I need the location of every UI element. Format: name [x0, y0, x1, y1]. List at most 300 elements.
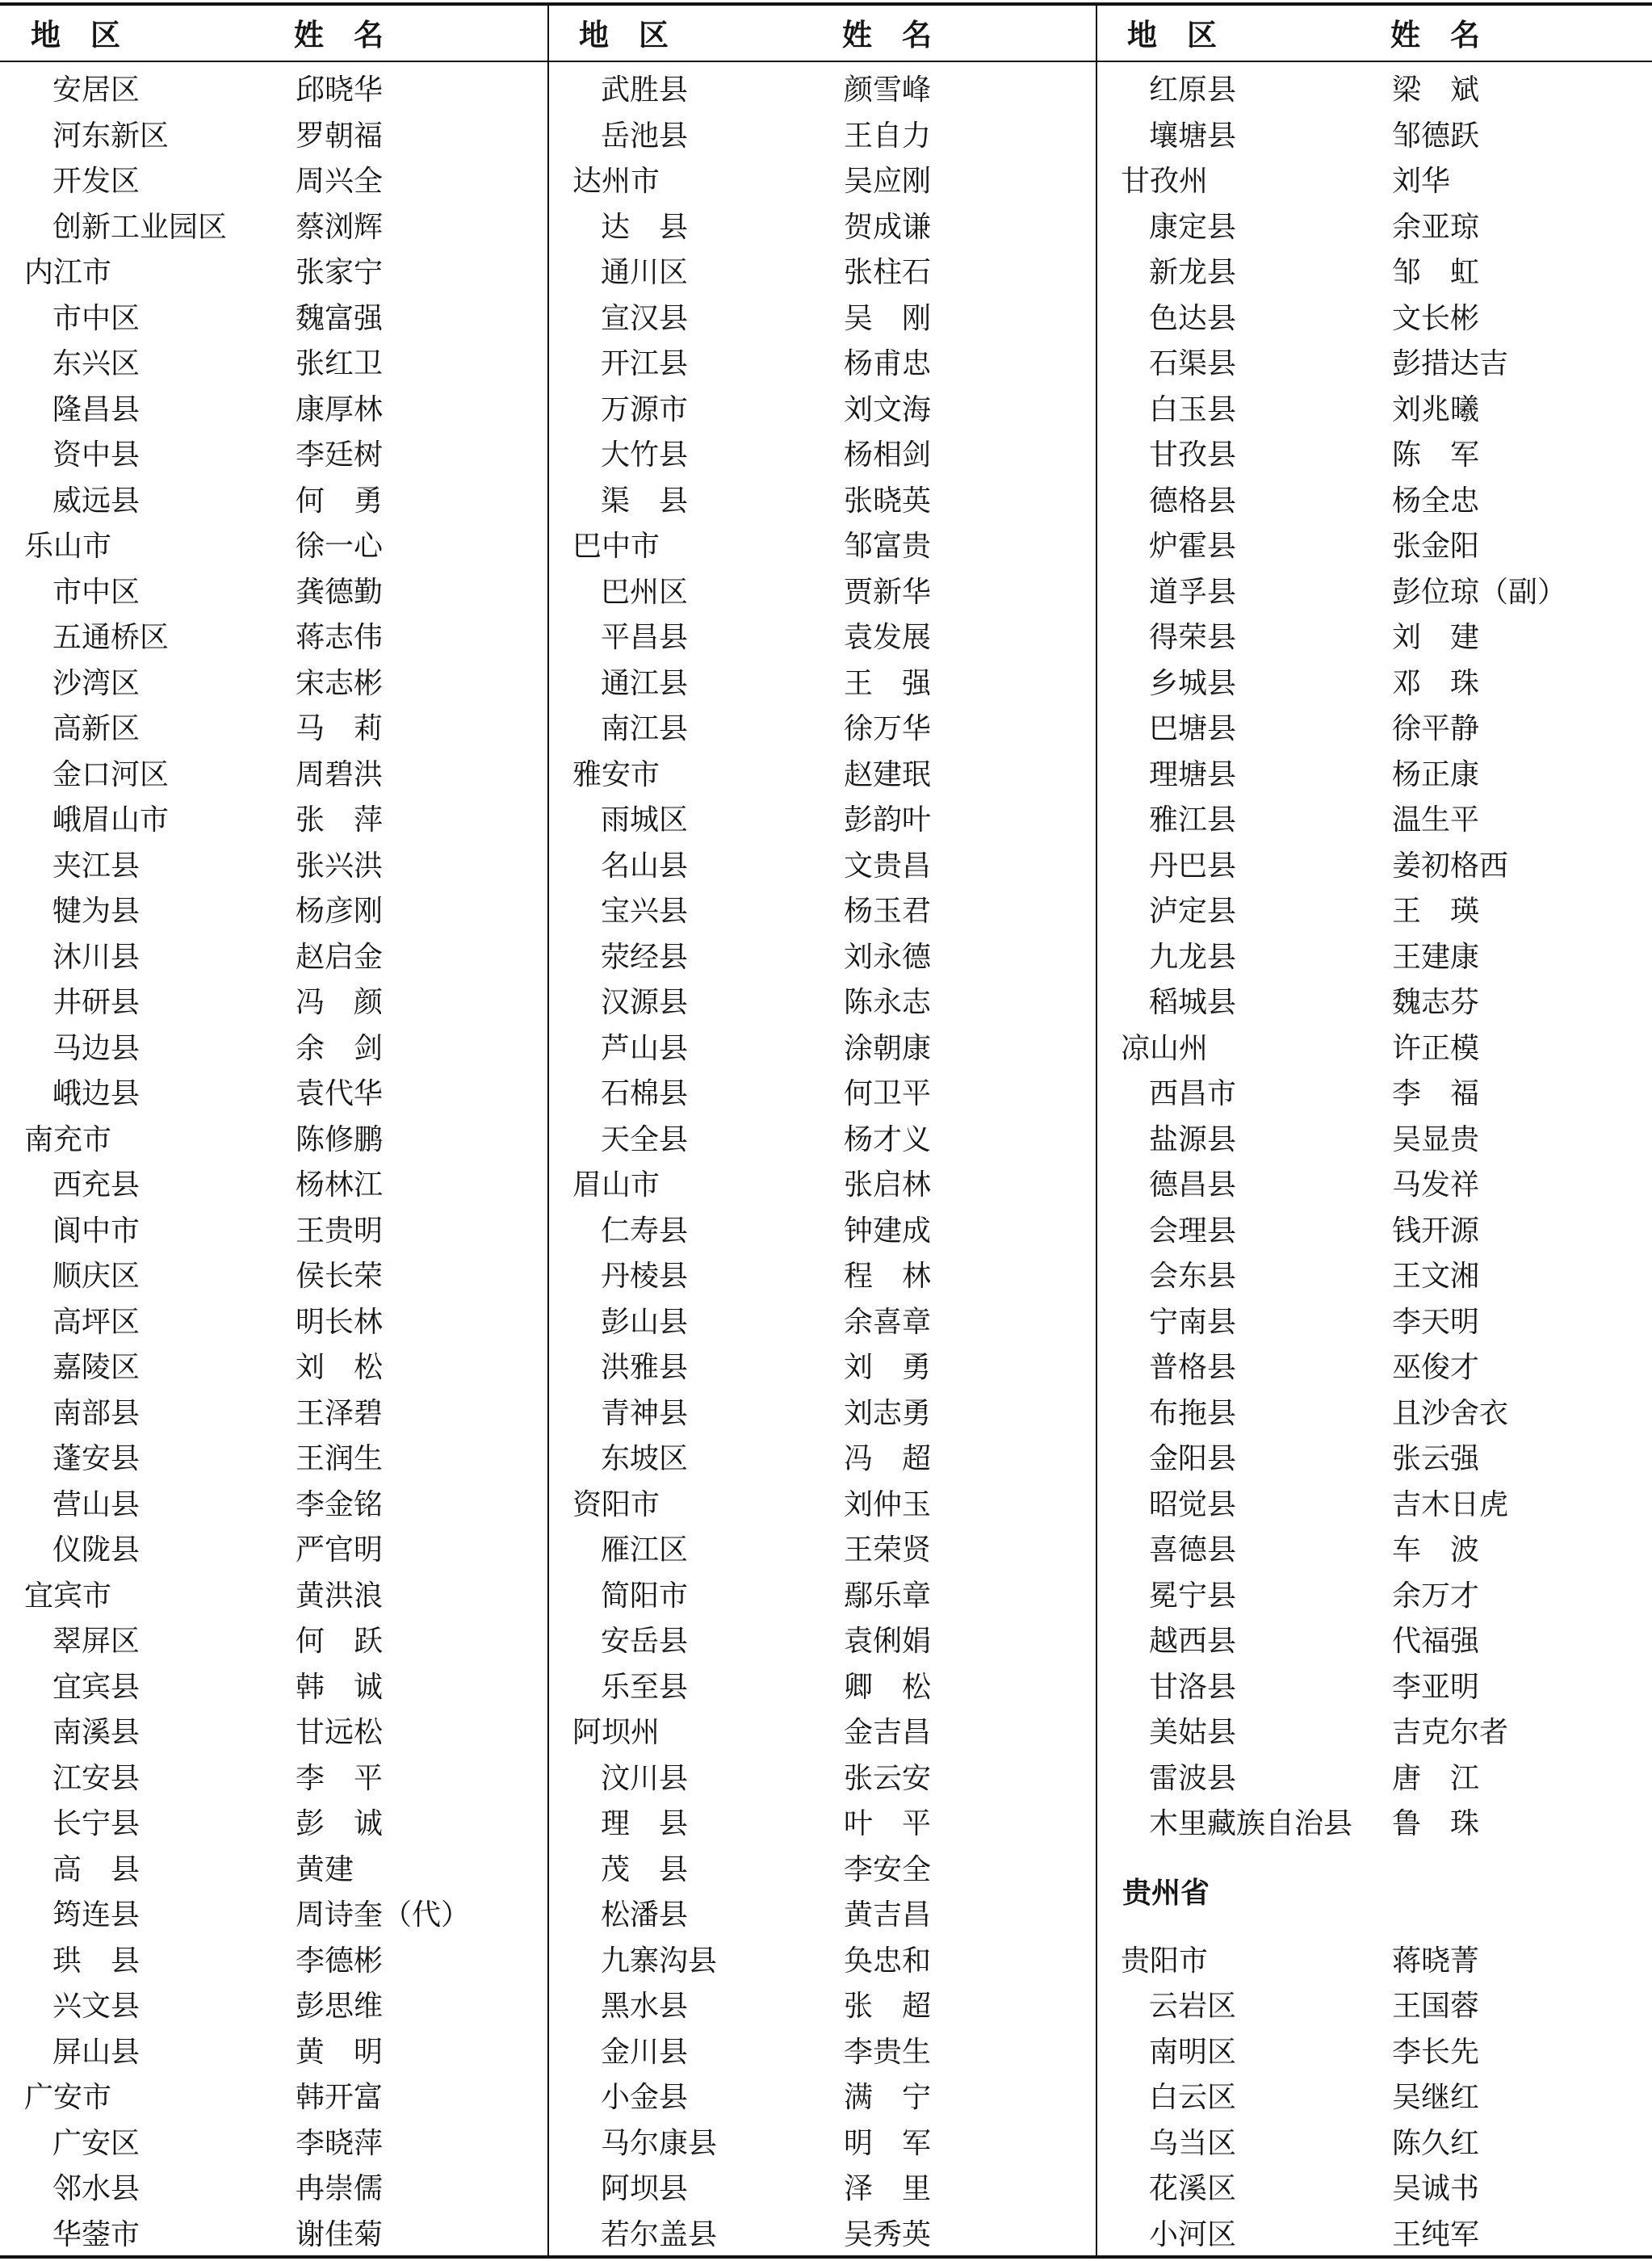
- county-row: [1096, 1391, 1645, 1437]
- region-cell: 宣汉县: [601, 301, 689, 335]
- region-cell: 名山县: [601, 849, 689, 883]
- county-row: [1096, 1483, 1645, 1529]
- county-row: [1096, 1802, 1645, 1848]
- county-row: [1096, 935, 1645, 981]
- name-cell: 彭思维: [296, 1990, 384, 2023]
- name-cell: 奂忠和: [844, 1944, 932, 1978]
- region-cell: 彭山县: [601, 1305, 689, 1339]
- county-row: [0, 980, 548, 1026]
- region-cell: 新龙县: [1149, 256, 1237, 289]
- region-cell: 达州市: [572, 165, 660, 198]
- name-cell: 王 强: [844, 666, 932, 700]
- region-cell: 凉山州: [1121, 1031, 1209, 1065]
- region-cell: 小河区: [1149, 2217, 1237, 2251]
- name-cell: 张家宁: [296, 256, 384, 289]
- name-cell: 韩 诚: [296, 1670, 384, 1704]
- name-cell: 金吉昌: [844, 1716, 932, 1749]
- province-heading: 贵州省: [1122, 1875, 1210, 1910]
- name-cell: 叶 平: [844, 1807, 932, 1840]
- county-row: [0, 2167, 548, 2213]
- region-cell: 五通桥区: [52, 621, 170, 654]
- county-row: [1096, 2030, 1645, 2076]
- name-cell: 李 福: [1392, 1077, 1480, 1110]
- region-cell: 若尔盖县: [601, 2217, 718, 2251]
- name-cell: 黄 明: [296, 2035, 384, 2069]
- name-cell: 刘 建: [1392, 621, 1480, 654]
- name-cell: 韩开富: [296, 2081, 384, 2114]
- region-cell: 道孚县: [1149, 575, 1237, 609]
- name-cell: 张 超: [844, 1990, 932, 2023]
- region-cell: 华蓥市: [52, 2217, 140, 2251]
- county-row: [0, 1300, 548, 1346]
- county-row: [1096, 1118, 1645, 1164]
- region-cell: 资中县: [52, 438, 140, 472]
- region-cell: 石棉县: [601, 1077, 689, 1110]
- region-cell: 仪陇县: [52, 1533, 140, 1567]
- name-cell: 何 跃: [296, 1625, 384, 1658]
- county-row: [1096, 889, 1645, 935]
- region-cell: 阿坝州: [572, 1716, 660, 1749]
- name-cell: 邹德跃: [1392, 119, 1480, 153]
- name-cell: 钱开源: [1392, 1214, 1480, 1248]
- name-cell: 邓 珠: [1392, 666, 1480, 700]
- county-row: [0, 1254, 548, 1300]
- county-row: [1096, 1345, 1645, 1391]
- county-row: [548, 707, 1096, 753]
- name-cell: 罗朝福: [296, 119, 384, 153]
- county-row: [0, 2213, 548, 2259]
- region-cell: 屏山县: [52, 2035, 140, 2069]
- county-row: [548, 661, 1096, 707]
- name-cell: 康厚林: [296, 392, 384, 426]
- name-cell: 陈永志: [844, 986, 932, 1019]
- column-header: [548, 8, 1096, 61]
- region-cell: 布拖县: [1149, 1396, 1237, 1430]
- county-row: [1096, 1163, 1645, 1209]
- region-cell: 贵阳市: [1121, 1944, 1209, 1978]
- name-cell: 黄洪浪: [296, 1579, 384, 1613]
- region-cell: 大竹县: [601, 438, 689, 472]
- county-row: [548, 296, 1096, 342]
- name-cell: 文长彬: [1392, 301, 1480, 335]
- county-row: [548, 1619, 1096, 1665]
- region-cell: 石渠县: [1149, 347, 1237, 380]
- region-cell: 西充县: [52, 1168, 140, 1202]
- name-cell: 徐万华: [844, 712, 932, 745]
- region-cell: 创新工业园区: [52, 210, 228, 244]
- region-cell: 炉霍县: [1149, 530, 1237, 563]
- county-row: [0, 1939, 548, 1985]
- name-cell: 李晓萍: [296, 2126, 384, 2160]
- region-cell: 丹棱县: [601, 1260, 689, 1293]
- city-row: [0, 2075, 548, 2121]
- county-row: [1096, 1300, 1645, 1346]
- region-cell: 青神县: [601, 1396, 689, 1430]
- region-cell: 雅江县: [1149, 803, 1237, 837]
- name-cell: 何卫平: [844, 1077, 932, 1110]
- name-cell: 贾新华: [844, 575, 932, 609]
- region-cell: 茂 县: [601, 1852, 689, 1886]
- county-row: [0, 114, 548, 160]
- header-name-label: 姓 名: [842, 17, 932, 52]
- county-row: [0, 1802, 548, 1848]
- name-cell: 刘永德: [844, 940, 932, 974]
- name-cell: 李 平: [296, 1761, 384, 1795]
- region-cell: 内江市: [24, 256, 112, 289]
- name-cell: 王纯军: [1392, 2217, 1480, 2251]
- region-cell: 阆中市: [52, 1214, 140, 1248]
- county-row: [548, 1802, 1096, 1848]
- county-row: [0, 1345, 548, 1391]
- region-cell: 武胜县: [601, 73, 689, 107]
- name-cell: 文贵昌: [844, 849, 932, 883]
- region-cell: 巴塘县: [1149, 712, 1237, 745]
- name-cell: 刘华: [1392, 165, 1451, 198]
- name-cell: 马发祥: [1392, 1168, 1480, 1202]
- name-cell: 杨全忠: [1392, 484, 1480, 518]
- county-row: [548, 114, 1096, 160]
- region-cell: 花溪区: [1149, 2172, 1237, 2205]
- name-cell: 彭位琼（副）: [1392, 575, 1567, 609]
- region-cell: 普格县: [1149, 1351, 1237, 1384]
- region-cell: 九龙县: [1149, 940, 1237, 974]
- table-column: [1096, 0, 1645, 2261]
- county-row: [1096, 2075, 1645, 2121]
- region-cell: 沙湾区: [52, 666, 140, 700]
- county-row: [548, 798, 1096, 844]
- county-row: [1096, 479, 1645, 525]
- region-cell: 井研县: [52, 986, 140, 1019]
- county-row: [1096, 753, 1645, 799]
- region-cell: 白云区: [1149, 2081, 1237, 2114]
- county-row: [0, 1665, 548, 1711]
- region-cell: 西昌市: [1149, 1077, 1237, 1110]
- county-row: [1096, 1437, 1645, 1483]
- county-row: [0, 296, 548, 342]
- name-cell: 梁 斌: [1392, 73, 1480, 107]
- name-cell: 李长先: [1392, 2035, 1480, 2069]
- name-cell: 严官明: [296, 1533, 384, 1567]
- county-row: [1096, 1528, 1645, 1574]
- county-row: [1096, 388, 1645, 434]
- county-row: [0, 1391, 548, 1437]
- region-cell: 马边县: [52, 1031, 140, 1065]
- region-cell: 会东县: [1149, 1260, 1237, 1293]
- name-cell: 吴显贵: [1392, 1122, 1480, 1156]
- city-row: [0, 1118, 548, 1164]
- region-cell: 峨眉山市: [52, 803, 170, 837]
- county-row: [0, 342, 548, 388]
- name-cell: 代福强: [1392, 1625, 1480, 1658]
- region-cell: 稻城县: [1149, 986, 1237, 1019]
- region-cell: 金口河区: [52, 757, 170, 791]
- county-row: [1096, 1665, 1645, 1711]
- county-row: [0, 1026, 548, 1072]
- region-cell: 冕宁县: [1149, 1579, 1237, 1613]
- region-cell: 开江县: [601, 347, 689, 380]
- county-row: [548, 2167, 1096, 2213]
- name-cell: 马 莉: [296, 712, 384, 745]
- region-cell: 壤塘县: [1149, 119, 1237, 153]
- county-row: [1096, 1710, 1645, 1756]
- county-row: [0, 570, 548, 616]
- county-row: [0, 753, 548, 799]
- county-row: [0, 1848, 548, 1894]
- region-cell: 云岩区: [1149, 1990, 1237, 2023]
- region-cell: 珙 县: [52, 1944, 140, 1978]
- row-list: [0, 68, 548, 2258]
- name-cell: 杨甫忠: [844, 347, 932, 380]
- name-cell: 王泽碧: [296, 1396, 384, 1430]
- region-cell: 色达县: [1149, 301, 1237, 335]
- name-cell: 刘 勇: [844, 1351, 932, 1384]
- name-cell: 王 瑛: [1392, 895, 1480, 928]
- county-row: [548, 1984, 1096, 2030]
- name-cell: 余亚琼: [1392, 210, 1480, 244]
- name-cell: 张红卫: [296, 347, 384, 380]
- region-cell: 白玉县: [1149, 392, 1237, 426]
- name-cell: 吴诚书: [1392, 2172, 1480, 2205]
- region-cell: 宜宾市: [24, 1579, 112, 1613]
- county-row: [0, 1072, 548, 1118]
- city-row: [1096, 159, 1645, 205]
- name-cell: 龚德勤: [296, 575, 384, 609]
- county-row: [548, 570, 1096, 616]
- region-cell: 宁南县: [1149, 1305, 1237, 1339]
- region-cell: 夹江县: [52, 849, 140, 883]
- city-row: [0, 250, 548, 296]
- county-row: [1096, 980, 1645, 1026]
- county-row: [548, 615, 1096, 661]
- county-row: [0, 1209, 548, 1255]
- county-row: [0, 1984, 548, 2030]
- name-cell: 李德彬: [296, 1944, 384, 1978]
- name-cell: 赵建珉: [844, 757, 932, 791]
- region-cell: 筠连县: [52, 1898, 140, 1932]
- region-cell: 江安县: [52, 1761, 140, 1795]
- county-row: [1096, 798, 1645, 844]
- name-cell: 姜初格西: [1392, 849, 1509, 883]
- name-cell: 吉克尔者: [1392, 1716, 1509, 1749]
- county-row: [1096, 1574, 1645, 1620]
- name-cell: 杨正康: [1392, 757, 1480, 791]
- name-cell: 刘兆曦: [1392, 392, 1480, 426]
- column-header: [0, 8, 548, 61]
- county-row: [1096, 1984, 1645, 2030]
- region-cell: 洪雅县: [601, 1351, 689, 1384]
- region-cell: 得荣县: [1149, 621, 1237, 654]
- county-row: [0, 1528, 548, 1574]
- county-row: [548, 433, 1096, 479]
- region-cell: 九寨沟县: [601, 1944, 718, 1978]
- table-column: [0, 0, 548, 2261]
- name-cell: 王国蓉: [1392, 1990, 1480, 2023]
- region-cell: 长宁县: [52, 1807, 140, 1840]
- county-row: [1096, 68, 1645, 114]
- region-cell: 木里藏族自治县: [1149, 1807, 1353, 1840]
- region-cell: 理 县: [601, 1807, 689, 1840]
- city-row: [548, 1483, 1096, 1529]
- county-row: [1096, 1756, 1645, 1802]
- region-cell: 康定县: [1149, 210, 1237, 244]
- county-row: [548, 1209, 1096, 1255]
- region-cell: 红原县: [1149, 73, 1237, 107]
- table-column: [548, 0, 1096, 2261]
- name-cell: 张晓英: [844, 484, 932, 518]
- region-cell: 甘孜州: [1121, 165, 1209, 198]
- region-cell: 顺庆区: [52, 1260, 140, 1293]
- name-cell: 王贵明: [296, 1214, 384, 1248]
- name-cell: 蒋晓菁: [1392, 1944, 1480, 1978]
- name-cell: 王文湘: [1392, 1260, 1480, 1293]
- name-cell: 钟建成: [844, 1214, 932, 1248]
- region-cell: 嘉陵区: [52, 1351, 140, 1384]
- region-cell: 资阳市: [572, 1487, 660, 1521]
- name-cell: 张云安: [844, 1761, 932, 1795]
- county-row: [1096, 615, 1645, 661]
- county-row: [1096, 570, 1645, 616]
- county-row: [1096, 250, 1645, 296]
- county-row: [0, 433, 548, 479]
- name-cell: 刘 松: [296, 1351, 384, 1384]
- name-cell: 杨相剑: [844, 438, 932, 472]
- region-cell: 营山县: [52, 1487, 140, 1521]
- county-row: [1096, 1619, 1645, 1665]
- name-cell: 宋志彬: [296, 666, 384, 700]
- region-cell: 南充市: [24, 1122, 112, 1156]
- region-cell: 乐山市: [24, 530, 112, 563]
- name-cell: 李贵生: [844, 2035, 932, 2069]
- row-list: [1096, 68, 1645, 2258]
- county-row: [0, 1483, 548, 1529]
- name-cell: 杨林江: [296, 1168, 384, 1202]
- name-cell: 周诗奎（代）: [296, 1898, 471, 1932]
- county-row: [548, 2121, 1096, 2167]
- region-cell: 宝兴县: [601, 895, 689, 928]
- name-cell: 许正模: [1392, 1031, 1480, 1065]
- county-row: [548, 935, 1096, 981]
- name-cell: 周碧洪: [296, 757, 384, 791]
- county-row: [0, 2121, 548, 2167]
- region-cell: 昭觉县: [1149, 1487, 1237, 1521]
- name-cell: 袁代华: [296, 1077, 384, 1110]
- county-row: [0, 1619, 548, 1665]
- header-name-label: 姓 名: [1390, 17, 1480, 52]
- name-cell: 巫俊才: [1392, 1351, 1480, 1384]
- county-row: [548, 1391, 1096, 1437]
- region-cell: 安岳县: [601, 1625, 689, 1658]
- name-cell: 王自力: [844, 119, 932, 153]
- city-row: [548, 753, 1096, 799]
- region-cell: 简阳市: [601, 1579, 689, 1613]
- name-cell: 明 军: [844, 2126, 932, 2160]
- region-cell: 高 县: [52, 1852, 140, 1886]
- name-cell: 陈 军: [1392, 438, 1480, 472]
- county-row: [0, 707, 548, 753]
- region-cell: 广安市: [24, 2081, 112, 2114]
- name-cell: 蒋志伟: [296, 621, 384, 654]
- name-cell: 周兴全: [296, 165, 384, 198]
- city-row: [1096, 1026, 1645, 1072]
- county-row: [0, 1437, 548, 1483]
- region-cell: 南江县: [601, 712, 689, 745]
- region-cell: 兴文县: [52, 1990, 140, 2023]
- region-cell: 丹巴县: [1149, 849, 1237, 883]
- county-row: [548, 250, 1096, 296]
- region-cell: 翠屏区: [52, 1625, 140, 1658]
- region-cell: 荥经县: [601, 940, 689, 974]
- name-cell: 冯 超: [844, 1442, 932, 1475]
- name-cell: 颜雪峰: [844, 73, 932, 107]
- region-cell: 乡城县: [1149, 666, 1237, 700]
- region-cell: 盐源县: [1149, 1122, 1237, 1156]
- county-row: [548, 205, 1096, 251]
- name-cell: 彭措达吉: [1392, 347, 1509, 380]
- name-cell: 张云强: [1392, 1442, 1480, 1475]
- county-row: [548, 2075, 1096, 2121]
- region-cell: 汉源县: [601, 986, 689, 1019]
- header-region-label: 地 区: [31, 17, 120, 52]
- region-cell: 德昌县: [1149, 1168, 1237, 1202]
- county-row: [1096, 2121, 1645, 2167]
- region-cell: 犍为县: [52, 895, 140, 928]
- name-cell: 余 剑: [296, 1031, 384, 1065]
- region-cell: 汶川县: [601, 1761, 689, 1795]
- county-row: [548, 2213, 1096, 2259]
- name-cell: 侯长荣: [296, 1260, 384, 1293]
- name-cell: 陈久红: [1392, 2126, 1480, 2160]
- region-cell: 高坪区: [52, 1305, 140, 1339]
- name-cell: 吉木日虎: [1392, 1487, 1509, 1521]
- county-row: [1096, 114, 1645, 160]
- name-cell: 邹富贵: [844, 530, 932, 563]
- region-cell: 雷波县: [1149, 1761, 1237, 1795]
- name-cell: 冯 颜: [296, 986, 384, 1019]
- county-row: [548, 1437, 1096, 1483]
- county-row: [548, 1848, 1096, 1894]
- county-row: [548, 1893, 1096, 1939]
- name-cell: 陈修鹏: [296, 1122, 384, 1156]
- county-row: [0, 1756, 548, 1802]
- region-cell: 会理县: [1149, 1214, 1237, 1248]
- name-cell: 黄建: [296, 1852, 354, 1886]
- county-row: [548, 1254, 1096, 1300]
- name-cell: 明长林: [296, 1305, 384, 1339]
- county-row: [1096, 1072, 1645, 1118]
- name-cell: 唐 江: [1392, 1761, 1480, 1795]
- county-row: [0, 159, 548, 205]
- city-row: [0, 1574, 548, 1620]
- county-row: [1096, 524, 1645, 570]
- name-cell: 魏富强: [296, 301, 384, 335]
- city-row: [548, 1163, 1096, 1209]
- region-cell: 眉山市: [572, 1168, 660, 1202]
- city-row: [0, 524, 548, 570]
- region-cell: 河东新区: [52, 119, 170, 153]
- region-cell: 开发区: [52, 165, 140, 198]
- region-cell: 黑水县: [601, 1990, 689, 2023]
- name-cell: 冉崇儒: [296, 2172, 384, 2205]
- region-cell: 理塘县: [1149, 757, 1237, 791]
- name-cell: 李金铭: [296, 1487, 384, 1521]
- region-cell: 小金县: [601, 2081, 689, 2114]
- name-cell: 涂朝康: [844, 1031, 932, 1065]
- name-cell: 满 宁: [844, 2081, 932, 2114]
- name-cell: 温生平: [1392, 803, 1480, 837]
- name-cell: 且沙舍衣: [1392, 1396, 1509, 1430]
- region-cell: 达 县: [601, 210, 689, 244]
- county-row: [0, 1710, 548, 1756]
